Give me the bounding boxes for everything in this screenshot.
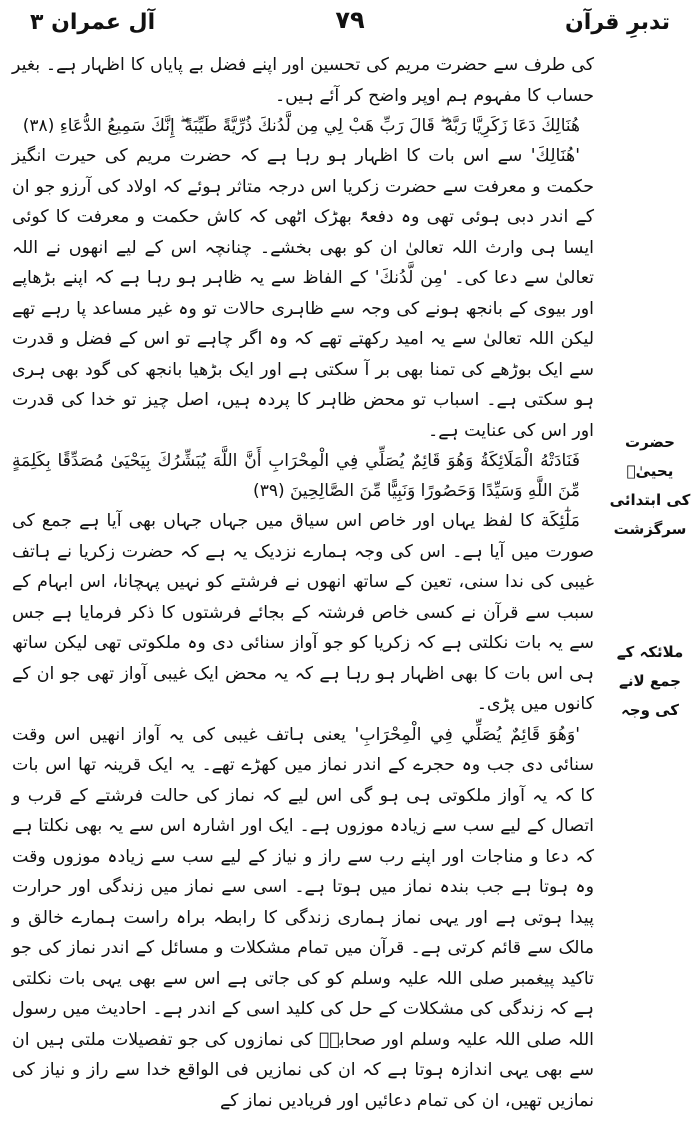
verse-38: هُنَالِكَ دَعَا زَكَرِيَّا رَبَّهُ ۖ قَالَ رَبِّ هَبْ لِي مِن لَّدُنكَ ذُرِّيَّةً طَيِّبَةً ۖ إِنَّكَ سَمِيعُ الدُّعَاءِ (٣٨) bbox=[22, 116, 580, 136]
side-note-line: ملائکہ کے bbox=[616, 643, 684, 661]
paragraph-intro: کی طرف سے حضرت مریم کی تحسین اور اپنے فضل بے پایاں کا اظہار ہے۔ بغیر حساب کا مفہوم ہم اوپر واضح کر آئے ہیں۔ bbox=[12, 55, 594, 106]
page-header bbox=[30, 6, 670, 46]
side-note-line: حضرت یحییٰؑ bbox=[625, 433, 675, 480]
verse-39: فَنَادَتْهُ الْمَلَائِكَةُ وَهُوَ قَائِمٌ يُصَلِّي فِي الْمِحْرَابِ أَنَّ اللَّهَ يُبَشِّرُكَ بِيَحْيَىٰ مُصَدِّقًا بِكَلِمَةٍ مِّنَ اللَّهِ وَسَيِّدًا وَحَصُورًا وَنَبِيًّا مِّنَ الصَّالِحِينَ (٣٩) bbox=[12, 451, 580, 501]
side-note-malaika bbox=[604, 638, 696, 725]
paragraph-malaika: مَلٰٓئِكَة کا لفظ یہاں اور خاص اس سیاق میں جہاں جہاں بھی آیا ہے جمع کی صورت میں آیا ہے۔ اس کی وجہ ہمارے نزدیک یہ ہے کہ حضرت زکریا نے ہاتف غیبی کی ندا سنی، تعین کے ساتھ انھوں نے فرشتے کو نہیں پہچانا، اس ابہام کے سبب سے قرآن نے کسی خاص فرشتہ کے بجائے فرشتوں کا ذکر فرمایا ہے جس سے یہ بات نکلتی ہے کہ زکریا کو جو آواز سنائی دی وہ ملکوتی تھی لیکن ساتھ ہی اس بات کا بھی اظہار ہو رہا ہے کہ یہ محض ایک غیبی آواز تھی جو ان کے کانوں میں پڑی۔ bbox=[12, 511, 594, 714]
paragraph-mihrab: 'وَهُوَ قَائِمٌ يُصَلِّي فِي الْمِحْرَابِ' یعنی ہاتف غیبی کی یہ آواز انھیں اس وقت سنائی دی جب وہ حجرے کے اندر نماز میں کھڑے تھے۔ یہ ایک قرینہ تھا اس بات کا کہ یہ آواز ملکوتی ہی ہو گی اس لیے کہ نماز کی حالت فرشتے کے قرب و اتصال کے لیے سب سے زیادہ موزوں ہے۔ ایک اور اشارہ اس سے یہ بھی نکلتا ہے کہ دعا و مناجات اور اپنے رب سے راز و نیاز کے لیے سب سے زیادہ موزوں وقت وہ ہوتا ہے جب بندہ نماز میں ہوتا ہے۔ اسی سے نماز میں زندگی اور حرارت پیدا ہوتی ہے اور یہی نماز ہماری زندگی کا رابطہ براہ راست ہمارے خالق و مالک سے قائم کرتی ہے۔ قرآن میں تمام مشکلات و مسائل کے اندر نماز کی جو تاکید پیغمبر صلی اللہ علیہ وسلم کو کی جاتی ہے اس سے بھی یہی بات نکلتی ہے کہ زندگی کی مشکلات کے حل کی کلید اسی کے اندر ہے۔ احادیث میں رسول اللہ صلی اللہ علیہ وسلم اور صحابہؓ کی نمازوں کی جو تفصیلات ملتی ہیں ان سے بھی یہی اندازہ ہوتا ہے کہ ان کی نمازیں فی الواقع خدا سے راز و نیاز کی نمازیں تھیں، ان کی تمام دعائیں اور فریادیں نماز کے bbox=[12, 724, 594, 1111]
book-title: تدبرِ قرآن bbox=[565, 10, 670, 35]
paragraph-commentary-38: 'هُنَالِكَ' سے اس بات کا اظہار ہو رہا ہے کہ حضرت مریم کی حیرت انگیز حکمت و معرفت سے حضرت زکریا اس درجہ متاثر ہوئے کہ اولاد کی آرزو جو ان کے اندر دبی ہوئی تھی وہ دفعۃً بھڑک اٹھی کہ کاش حکمت و معرفت کا کوئی ایسا ہی وارث اللہ تعالیٰ ان کو بھی بخشے۔ چنانچہ اس کے لیے انھوں نے اللہ تعالیٰ سے دعا کی۔ 'مِن لَّدُنكَ' کے الفاظ سے یہ ظاہر ہو رہا ہے کہ اپنے بڑھاپے اور بیوی کے بانجھ ہونے کی وجہ سے ظاہری حالات تو وہ غیر مساعد پا رہے تھے لیکن اللہ تعالیٰ سے یہ امید رکھتے تھے کہ وہ اگر چاہے تو اس کے فضل و قدرت سے ایک بوڑھے کی تمنا بھی بر آ سکتی ہے اور ایک بڑھیا بانجھ کی گود بھی ہری ہو سکتی ہے۔ اسباب تو محض ظاہر کا پردہ ہیں، اصل چیز تو خدا کی قدرت اور اس کی عنایت ہے۔ bbox=[12, 146, 594, 441]
side-note-line: کی وجہ bbox=[620, 701, 680, 719]
side-note-line: سرگزشت bbox=[613, 520, 687, 538]
side-note-line: کی ابتدائی bbox=[609, 491, 691, 509]
side-note-line: جمع لانے bbox=[619, 672, 681, 690]
surah-name: آل عمران ٣ bbox=[30, 10, 156, 35]
main-text bbox=[12, 50, 594, 1116]
side-note-yahya bbox=[604, 428, 696, 544]
page-number: ٧٩ bbox=[335, 6, 365, 34]
